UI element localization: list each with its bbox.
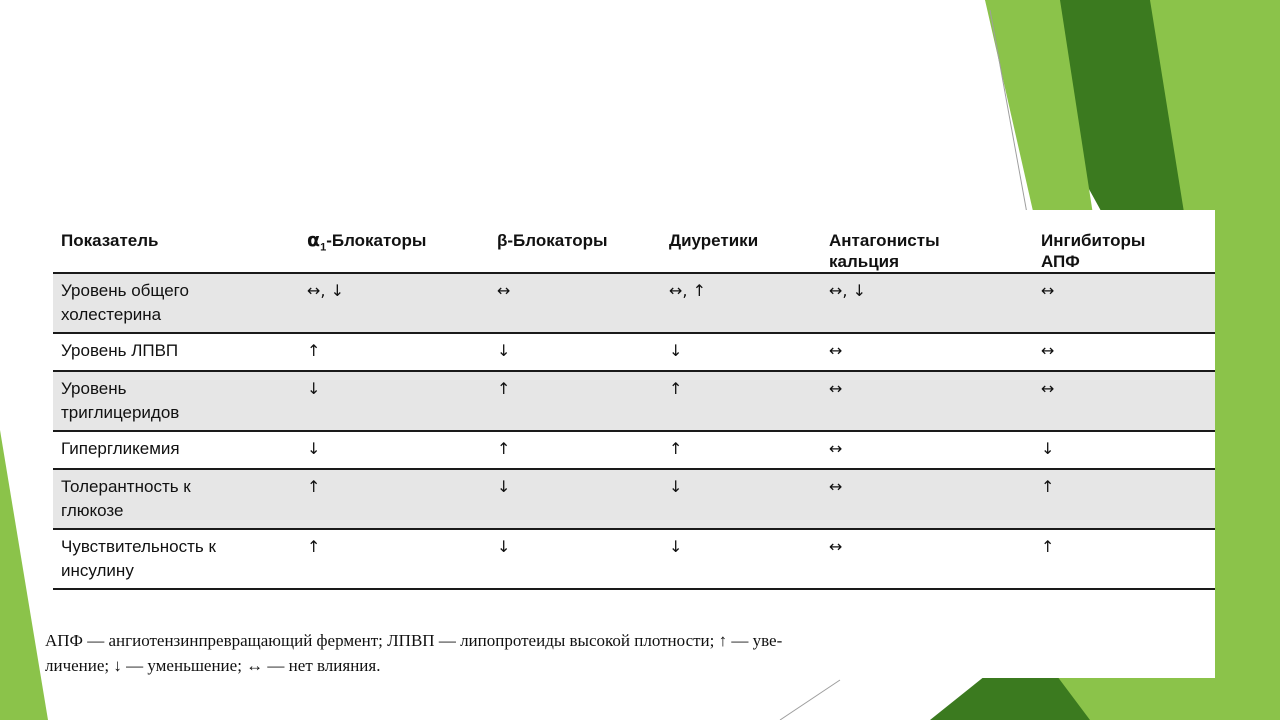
row-label: Уровень ЛПВП: [53, 333, 299, 371]
green-stripe-left: [0, 430, 48, 720]
table-cell: ↔: [821, 529, 1033, 589]
row-label: Уровень триглицеридов: [53, 371, 299, 431]
table-cell: ↑: [489, 371, 661, 431]
table-cell: ↑: [299, 333, 489, 371]
table-cell: ↔: [1033, 333, 1215, 371]
drug-effects-table: [53, 213, 1215, 590]
table-cell: ↔, ↓: [299, 273, 489, 333]
table-row: [53, 469, 1215, 529]
table-cell: ↔: [489, 273, 661, 333]
table-cell: ↔: [821, 371, 1033, 431]
header-indicator: Показатель: [53, 213, 299, 273]
table-cell: ↓: [299, 371, 489, 431]
footnote-line-2: личение; ↓ — уменьшение; ↔ — нет влияния.: [45, 656, 381, 675]
row-label: Гипергликемия: [53, 431, 299, 469]
table-cell: ↑: [1033, 469, 1215, 529]
table-cell: ↔: [1033, 273, 1215, 333]
footnote-line-1: АПФ — ангиотензинпревращающий фермент; ЛПВП — липопротеиды высокой плотности; ↑ — уве-: [45, 631, 783, 650]
thin-accent-line-bottom: [780, 680, 840, 720]
header-beta-blockers: β-Блокаторы: [489, 213, 661, 273]
table-cell: ↓: [661, 333, 821, 371]
table-cell: ↔, ↑: [661, 273, 821, 333]
header-alpha-blockers: $\alpha_1$-Блокаторы: [299, 213, 489, 273]
table-cell: ↔: [1033, 371, 1215, 431]
table-cell: ↑: [1033, 529, 1215, 589]
table-cell: ↔: [821, 431, 1033, 469]
table-cell: ↓: [489, 333, 661, 371]
table-cell: ↓: [661, 469, 821, 529]
table-cell: ↓: [661, 529, 821, 589]
table-row: [53, 431, 1215, 469]
row-label: Чувствительность к инсулину: [53, 529, 299, 589]
table-cell: ↔: [821, 469, 1033, 529]
table-footnote: [45, 628, 1215, 678]
header-diuretics: Диуретики: [661, 213, 821, 273]
table-cell: ↓: [489, 469, 661, 529]
table-cell: ↔: [821, 333, 1033, 371]
table-cell: ↔, ↓: [821, 273, 1033, 333]
table-row: [53, 333, 1215, 371]
header-ace-inhibitors: Ингибиторы АПФ: [1033, 213, 1215, 273]
table-row: [53, 273, 1215, 333]
table-cell: ↓: [299, 431, 489, 469]
row-label: Уровень общего холестерина: [53, 273, 299, 333]
table-cell: ↑: [489, 431, 661, 469]
table-cell: ↑: [299, 529, 489, 589]
table-row: [53, 371, 1215, 431]
table-row: [53, 529, 1215, 589]
table-cell: ↓: [489, 529, 661, 589]
table-cell: ↑: [299, 469, 489, 529]
table-cell: ↑: [661, 371, 821, 431]
header-calcium-antagonists: Антагонисты кальция: [821, 213, 1033, 273]
row-label: Толерантность к глюкозе: [53, 469, 299, 529]
table-image: [45, 210, 1215, 678]
table-cell: ↑: [661, 431, 821, 469]
table-header-row: [53, 213, 1215, 273]
table-cell: ↓: [1033, 431, 1215, 469]
